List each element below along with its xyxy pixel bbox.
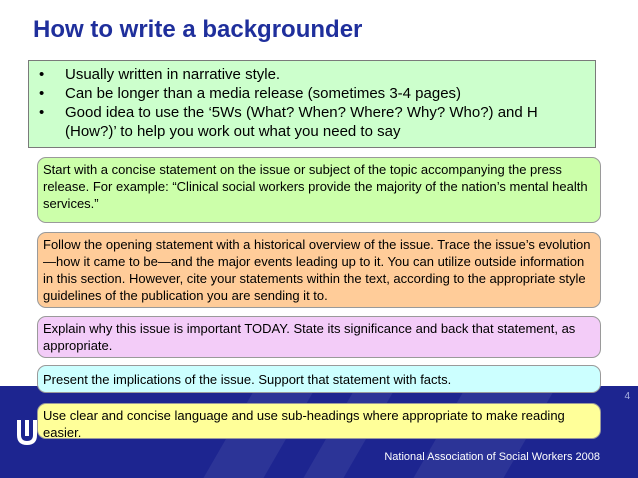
bullet-item bbox=[39, 65, 585, 84]
bullet-list bbox=[28, 60, 596, 148]
bullet-item bbox=[39, 84, 585, 103]
step-box-implications bbox=[37, 365, 601, 393]
bullet-text: Usually written in narrative style. bbox=[65, 66, 281, 83]
step-text: Start with a concise statement on the issue or subject of the topic accompanying the press release. For example: “Clinical social workers provide the majority of the nation’s mental health services.” bbox=[43, 162, 588, 211]
step-box-importance bbox=[37, 316, 601, 358]
slide-title: How to write a backgrounder bbox=[33, 16, 363, 43]
step-box-historical-overview bbox=[37, 232, 601, 308]
footer-text: National Association of Social Workers 2008 bbox=[384, 451, 600, 463]
step-box-language bbox=[37, 403, 601, 439]
nasw-logo-icon bbox=[16, 418, 38, 446]
bullet-marker: • bbox=[39, 66, 45, 83]
step-text: Explain why this issue is important TODAY. State its significance and back that statement, as appropriate. bbox=[43, 321, 576, 353]
step-box-opening-statement bbox=[37, 157, 601, 223]
bullet-marker: • bbox=[39, 104, 45, 121]
bullet-marker: • bbox=[39, 85, 45, 102]
step-text: Use clear and concise language and use sub-headings where appropriate to make reading easier. bbox=[43, 408, 565, 440]
bullet-item bbox=[39, 103, 585, 141]
step-text: Follow the opening statement with a historical overview of the issue. Trace the issue’s evolution—how it came to be—and the major events leading up to it. You can utilize outside information in this section. However, cite your statements within the text, according to the appropriate style guidelines of the publication you are sending it to. bbox=[43, 237, 591, 303]
page-number: 4 bbox=[624, 391, 630, 402]
bullet-text: Can be longer than a media release (sometimes 3-4 pages) bbox=[65, 85, 462, 102]
bullet-text: Good idea to use the ‘5Ws (What? When? Where? Why? Who?) and H (How?)’ to help you work out what you need to say bbox=[65, 104, 538, 140]
step-text: Present the implications of the issue. Support that statement with facts. bbox=[43, 372, 452, 387]
